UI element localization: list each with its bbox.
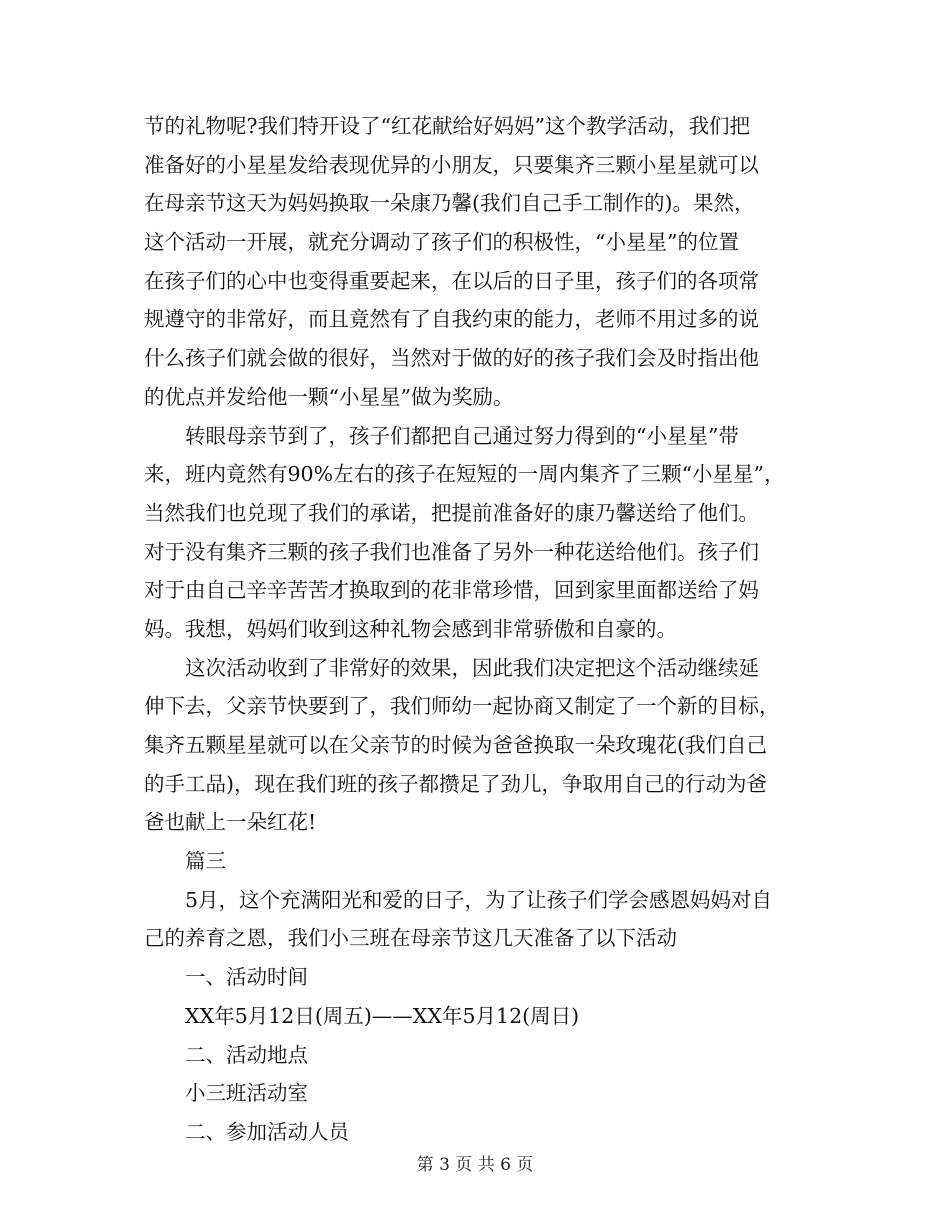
text-line: 准备好的小星星发给表现优异的小朋友，只要集齐三颗小星星就可以 [144, 152, 759, 177]
text-line: 转眼母亲节到了，孩子们都把自己通过努力得到的“小星星”带 [185, 423, 739, 448]
text-line: 的手工品)，现在我们班的孩子都攒足了劲儿，争取用自己的行动为爸 [144, 771, 767, 796]
document-body [144, 107, 824, 1152]
text-line: 节的礼物呢?我们特开设了“红花献给好妈妈”这个教学活动，我们把 [144, 114, 750, 138]
text-line: 二、活动地点 [185, 1042, 308, 1067]
text-line: 二、参加活动人员 [185, 1119, 349, 1144]
text-line: 伸下去，父亲节快要到了，我们师幼一起协商又制定了一个新的目标， [144, 694, 780, 719]
text-line: 集齐五颗星星就可以在父亲节的时候为爸爸换取一朵玫瑰花(我们自己 [144, 733, 767, 757]
text-line: 爸也献上一朵红花! [144, 810, 317, 835]
text-line: 妈。我想，妈妈们收到这种礼物会感到非常骄傲和自豪的。 [144, 616, 677, 641]
text-line: 当然我们也兑现了我们的承诺，把提前准备好的康乃馨送给了他们。 [144, 500, 759, 525]
page-footer: 第 3 页 共 6 页 [416, 1155, 534, 1175]
text-line: 己的养育之恩，我们小三班在母亲节这几天准备了以下活动 [144, 926, 677, 951]
text-line: 规遵守的非常好，而且竟然有了自我约束的能力，老师不用过多的说 [144, 307, 759, 332]
text-line: 这次活动收到了非常好的效果，因此我们决定把这个活动继续延 [185, 655, 759, 680]
text-line: 的优点并发给他一颗“小星星”做为奖励。 [144, 384, 514, 409]
text-line: 小三班活动室 [185, 1081, 308, 1106]
text-line: XX年5月12日(周五)——XX年5月12(周日) [185, 1003, 580, 1028]
text-line: 在母亲节这天为妈妈换取一朵康乃馨(我们自己手工制作的)。果然， [144, 191, 755, 216]
text-line: 什么孩子们就会做的很好，当然对于做的好的孩子我们会及时指出他 [144, 346, 759, 371]
text-line: 对于没有集齐三颗的孩子我们也准备了另外一种花送给他们。孩子们 [144, 539, 759, 564]
text-line: 5月，这个充满阳光和爱的日子，为了让孩子们学会感恩妈妈对自 [185, 887, 773, 912]
text-line: 来，班内竟然有90%左右的孩子在短短的一周内集齐了三颗“小星星”， [144, 462, 785, 487]
text-line: 一、活动时间 [185, 965, 308, 990]
text-line: 对于由自己辛辛苦苦才换取到的花非常珍惜，回到家里面都送给了妈 [144, 578, 759, 603]
text-line: 这个活动一开展，就充分调动了孩子们的积极性，“小星星”的位置 [144, 230, 739, 255]
text-line: 篇三 [185, 849, 226, 874]
text-line: 在孩子们的心中也变得重要起来，在以后的日子里，孩子们的各项常 [144, 268, 759, 293]
